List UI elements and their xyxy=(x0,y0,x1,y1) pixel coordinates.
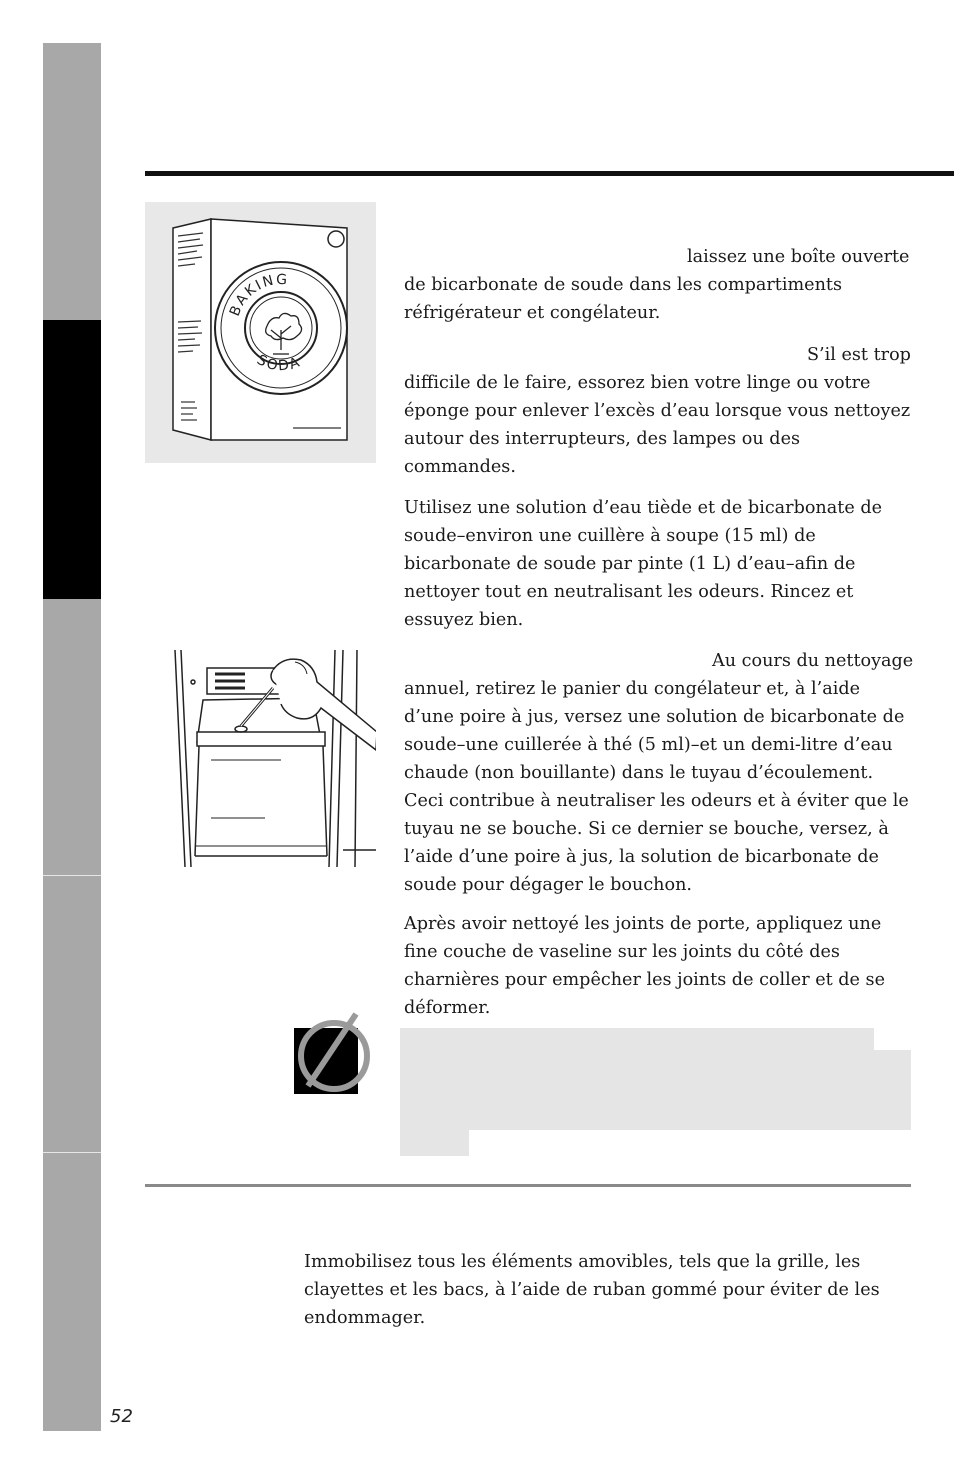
paragraph-odors-text: de bicarbonate de soude dans les compartiments réfrigérateur et congélateur. xyxy=(404,275,843,323)
note-box xyxy=(400,1028,874,1130)
moving-paragraph: Immobilisez tous les éléments amovibles, tels que la grille, les clayettes et les bacs, à l’aide de ruban gommé pour éviter de les endommager. xyxy=(304,1252,880,1328)
paragraph-controls-text: trop difficile de le faire, essorez bien votre linge ou votre éponge pour enlever l’excès d’eau lorsque vous nettoyez autour des interrupteurs, des lampes ou des commandes. xyxy=(404,345,911,477)
paragraph-controls-lead: S’il est xyxy=(807,345,869,365)
page-number: 52 xyxy=(110,1406,133,1427)
section-rule-top xyxy=(145,171,954,176)
side-tab-divider xyxy=(43,1152,101,1153)
paragraph-solution xyxy=(404,494,914,634)
caution-icon xyxy=(294,1008,378,1096)
paragraph-drain-lead: Au cours du xyxy=(712,651,820,671)
note-box-right xyxy=(874,1050,911,1130)
side-tab-active xyxy=(43,320,101,599)
paragraph-drain xyxy=(404,647,914,899)
paragraph-odors xyxy=(404,243,914,327)
paragraph-gaskets-text: Après avoir nettoyé les joints de porte, appliquez une fine couche de vaseline sur les joints du côté des charnières pour empêcher les joints de coller et de se déformer. xyxy=(404,914,885,1018)
paragraph-solution-text: Utilisez une solution d’eau tiède et de bicarbonate de soude–environ une cuillère à soupe (15 ml) de bicarbonate de soude par pinte (1 L) d’eau–afin de nettoyer tout en neutralisant les odeurs. Rincez et essuyez bien. xyxy=(404,498,883,630)
side-tab-3 xyxy=(43,599,101,876)
baking-label: BAKING xyxy=(226,271,290,319)
side-tab-1 xyxy=(43,43,101,320)
paragraph-gaskets xyxy=(404,910,914,1022)
side-tab-divider xyxy=(43,875,101,876)
paragraph-odors-lead: laissez une boîte ouverte xyxy=(687,247,910,267)
baking-soda-illustration xyxy=(145,202,376,463)
paragraph-controls xyxy=(404,341,914,481)
section-rule-bottom xyxy=(145,1184,911,1187)
side-tab-5 xyxy=(43,1153,101,1431)
soda-label: SODA xyxy=(254,352,304,375)
freezer-drain-illustration xyxy=(145,650,376,867)
side-tab-4 xyxy=(43,876,101,1153)
note-box-bottom xyxy=(400,1130,469,1156)
paragraph-drain-text: nettoyage annuel, retirez le panier du congélateur et, à l’aide d’une poire à jus, versez une solution de bicarbonate de soude–une cuillerée à thé (5 ml)–et un demi-litre d’eau chaude (non bouillante) dans le tuyau d’écoulement. Ceci contribue à neutraliser les odeurs et à éviter que le tuyau ne se bouche. Si ce dernier se bouche, versez, à l’aide d’une poire à jus, la solution de bicarbonate de soude pour dégager le bouchon. xyxy=(404,651,914,895)
